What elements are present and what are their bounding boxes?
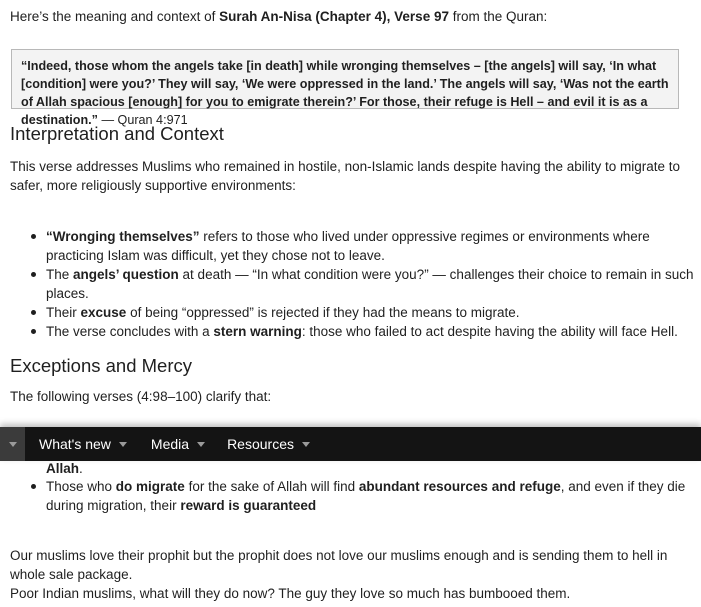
bullet-prefix: Their	[46, 305, 81, 320]
intro-line	[10, 7, 547, 26]
footer-line: Our muslims love their prophit but the prophit does not love our muslims enough and is sending them to hell in whole sale package.	[10, 548, 668, 582]
cut-word: Allah	[46, 461, 80, 476]
partially-hidden-text	[46, 459, 83, 478]
cut-punct: .	[79, 461, 83, 476]
nav-item-label: What's new	[39, 435, 111, 452]
caret-down-icon	[197, 442, 205, 447]
bullet-bold: excuse	[80, 305, 127, 320]
caret-down-icon	[119, 442, 127, 447]
intro-prefix: Here’s the meaning and context of	[10, 9, 220, 24]
caret-down-icon	[302, 442, 310, 447]
citation-ref-number[interactable]: 1	[180, 113, 188, 127]
bullet-text: of being “oppressed” is rejected if they had the means to migrate.	[126, 305, 520, 320]
bullet-text: refers to those who lived under oppressive regimes or environments where practicing Islam was difficult, yet they chose not to leave.	[46, 229, 650, 263]
bullet-text: , and even if they die during migration, their	[46, 479, 686, 513]
interpretation-paragraph: This verse addresses Muslims who remained in hostile, non-Islamic lands despite having the ability to migrate to safer, more religiously supportive environments:	[10, 159, 681, 193]
interpretation-list	[0, 227, 696, 341]
verse-quote-block	[11, 49, 679, 127]
nav-item-label: Resources	[227, 435, 294, 452]
footer-line: Poor Indian muslims, what will they do now? The guy they love so much has bumbooed them.	[10, 586, 571, 601]
bullet-bold: angels’ question	[73, 267, 179, 282]
nav-item-label: Media	[150, 435, 190, 452]
bullet-prefix: Those who	[46, 479, 116, 494]
bullet-bold: reward is guaranteed	[180, 498, 317, 513]
list-item	[46, 322, 696, 341]
intro-suffix: from the Quran:	[448, 9, 548, 24]
list-item	[46, 477, 696, 515]
bottom-navigation-bar	[0, 427, 701, 461]
nav-item-media[interactable]	[151, 435, 205, 454]
verse-citation: — Quran 4:97	[97, 113, 181, 127]
footer-comment	[10, 546, 690, 603]
heading-exceptions: Exceptions and Mercy	[10, 355, 193, 376]
bullet-text: : those who failed to act despite having the ability will face Hell.	[301, 324, 678, 339]
bullet-text: at death — “In what condition were you?” — challenges their choice to remain in such places.	[46, 267, 694, 301]
heading-interpretation: Interpretation and Context	[10, 123, 224, 144]
bullet-prefix: The	[46, 267, 74, 282]
exceptions-list	[0, 477, 696, 515]
list-item	[46, 265, 696, 303]
exceptions-paragraph: The following verses (4:98–100) clarify that:	[10, 389, 272, 404]
bullet-prefix: The verse concludes with a	[46, 324, 214, 339]
bullet-bold: stern warning	[213, 324, 302, 339]
nav-item-whats-new[interactable]	[39, 435, 127, 454]
intro-verse-ref: Surah An-Nisa (Chapter 4), Verse 97	[219, 9, 449, 24]
verse-quote-text: “Indeed, those whom the angels take [in death] while wronging themselves – [the angels] will say, ‘In what [condition] were you?’ They will say, ‘We were oppressed in the land.’ The angels will say, ‘Was not the earth of Allah spacious [enough] for you to emigrate therein?’ For those, their refuge is Hell – and evil it is as a destination.”	[21, 59, 669, 127]
bullet-bold: do migrate	[115, 479, 185, 494]
nav-toggle-button[interactable]	[0, 427, 25, 461]
nav-item-resources[interactable]	[227, 435, 310, 454]
list-item	[46, 227, 696, 265]
bullet-text: for the sake of Allah will find	[184, 479, 359, 494]
bullet-bold: abundant resources and refuge	[358, 479, 561, 494]
bullet-bold: “Wronging themselves”	[46, 229, 200, 244]
list-item	[46, 303, 696, 322]
caret-down-icon	[9, 442, 17, 447]
